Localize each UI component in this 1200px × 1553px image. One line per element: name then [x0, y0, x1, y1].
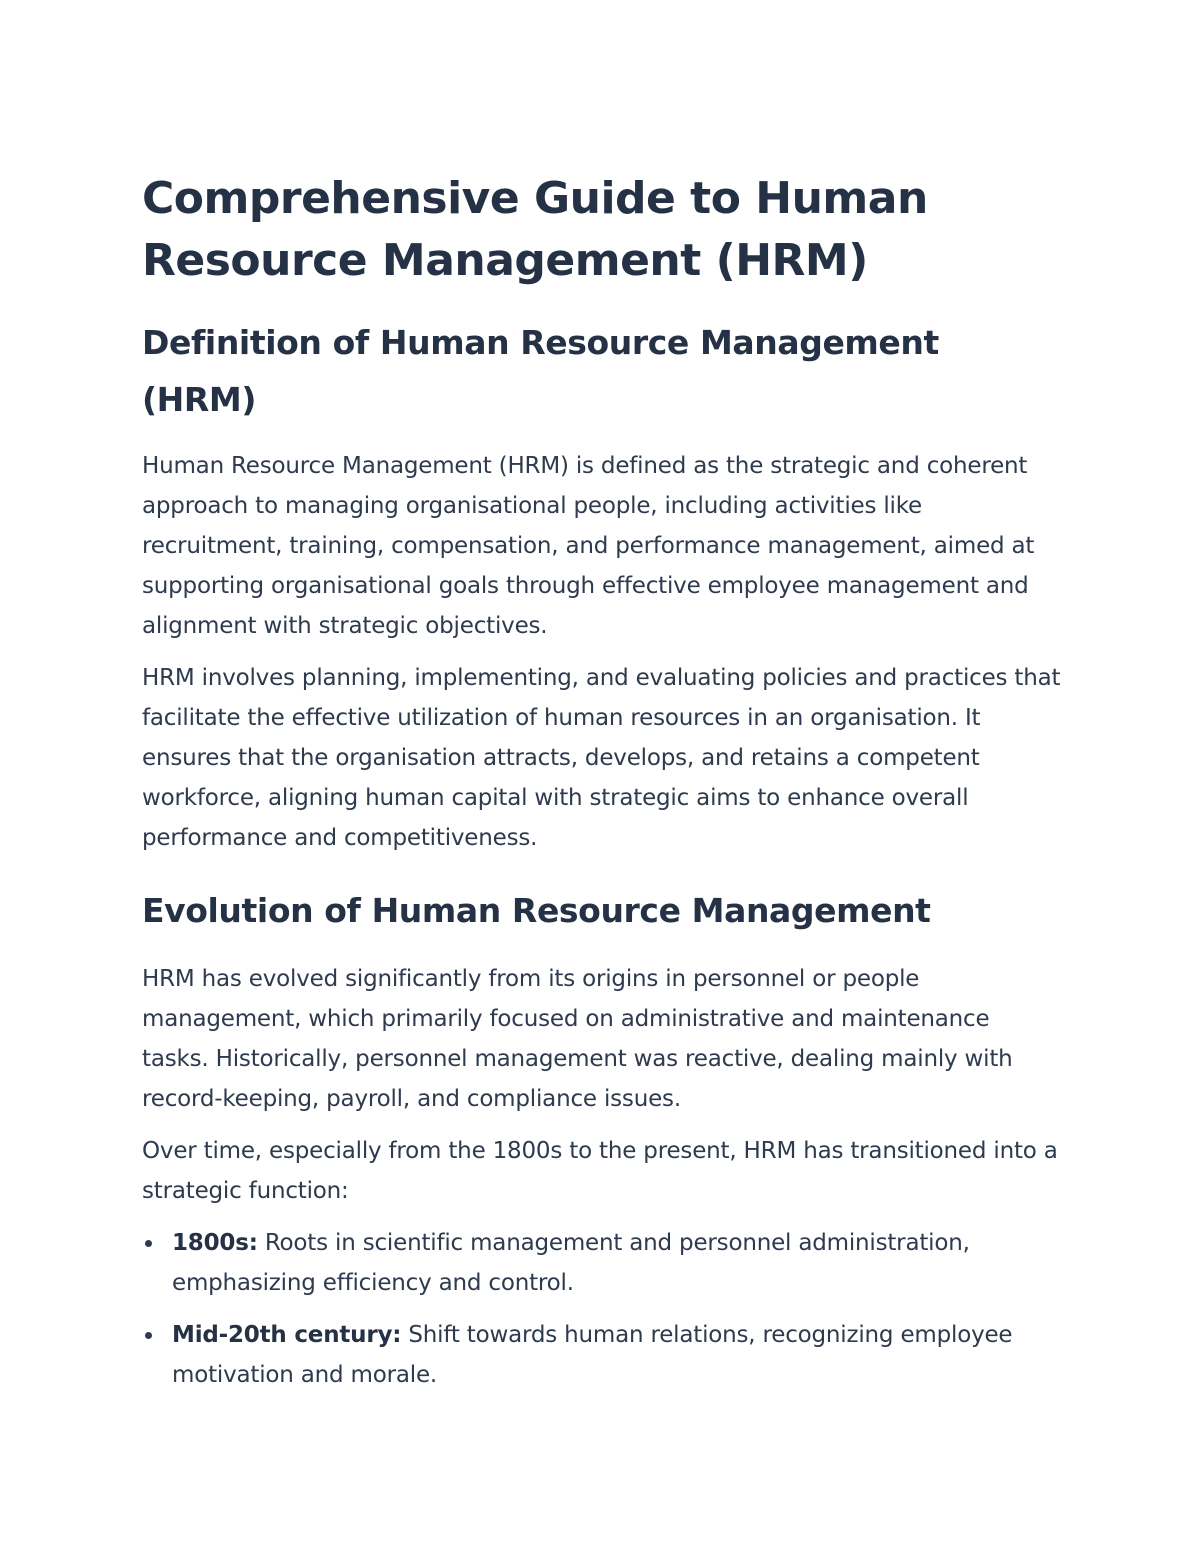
section-heading-definition: Definition of Human Resource Management (HRM) — [142, 323, 939, 419]
section-heading-evolution: Evolution of Human Resource Management — [142, 891, 931, 930]
list-item-text: Shift towards human relations, recognizing employee motivation and morale. — [172, 1322, 1013, 1388]
evolution-paragraph-1: HRM has evolved significantly from its origins in personnel or people management, which primarily focused on administrative and maintenance tasks. Historically, personnel management was reactive, dealing mainly with record-keeping, payroll, and compliance issues. — [142, 966, 1013, 1112]
definition-paragraph-1: Human Resource Management (HRM) is defined as the strategic and coherent approach to managing organisational people, including activities like recruitment, training, compensation, and performance management, aimed at supporting organisational goals through effective employee management and alignment with strategic objectives. — [142, 453, 1035, 639]
bullet-icon — [145, 1332, 152, 1339]
evolution-paragraph-2: Over time, especially from the 1800s to the present, HRM has transitioned into a strategic function: — [142, 1138, 1058, 1204]
list-item — [142, 1223, 1062, 1303]
document-title: Comprehensive Guide to Human Resource Management (HRM) — [142, 173, 928, 286]
evolution-timeline-list — [142, 1223, 1062, 1395]
list-item-term: 1800s: — [172, 1230, 258, 1256]
list-item-term: Mid-20th century: — [172, 1322, 402, 1348]
document-page — [142, 168, 1062, 1407]
bullet-icon — [145, 1240, 152, 1247]
list-item — [142, 1315, 1062, 1395]
definition-paragraph-2: HRM involves planning, implementing, and evaluating policies and practices that facilitate the effective utilization of human resources in an organisation. It ensures that the organisation attracts, develops, and retains a competent workforce, aligning human capital with strategic aims to enhance overall performance and competitiveness. — [142, 665, 1061, 851]
list-item-text: Roots in scientific management and personnel administration, emphasizing efficiency and control. — [172, 1230, 970, 1296]
